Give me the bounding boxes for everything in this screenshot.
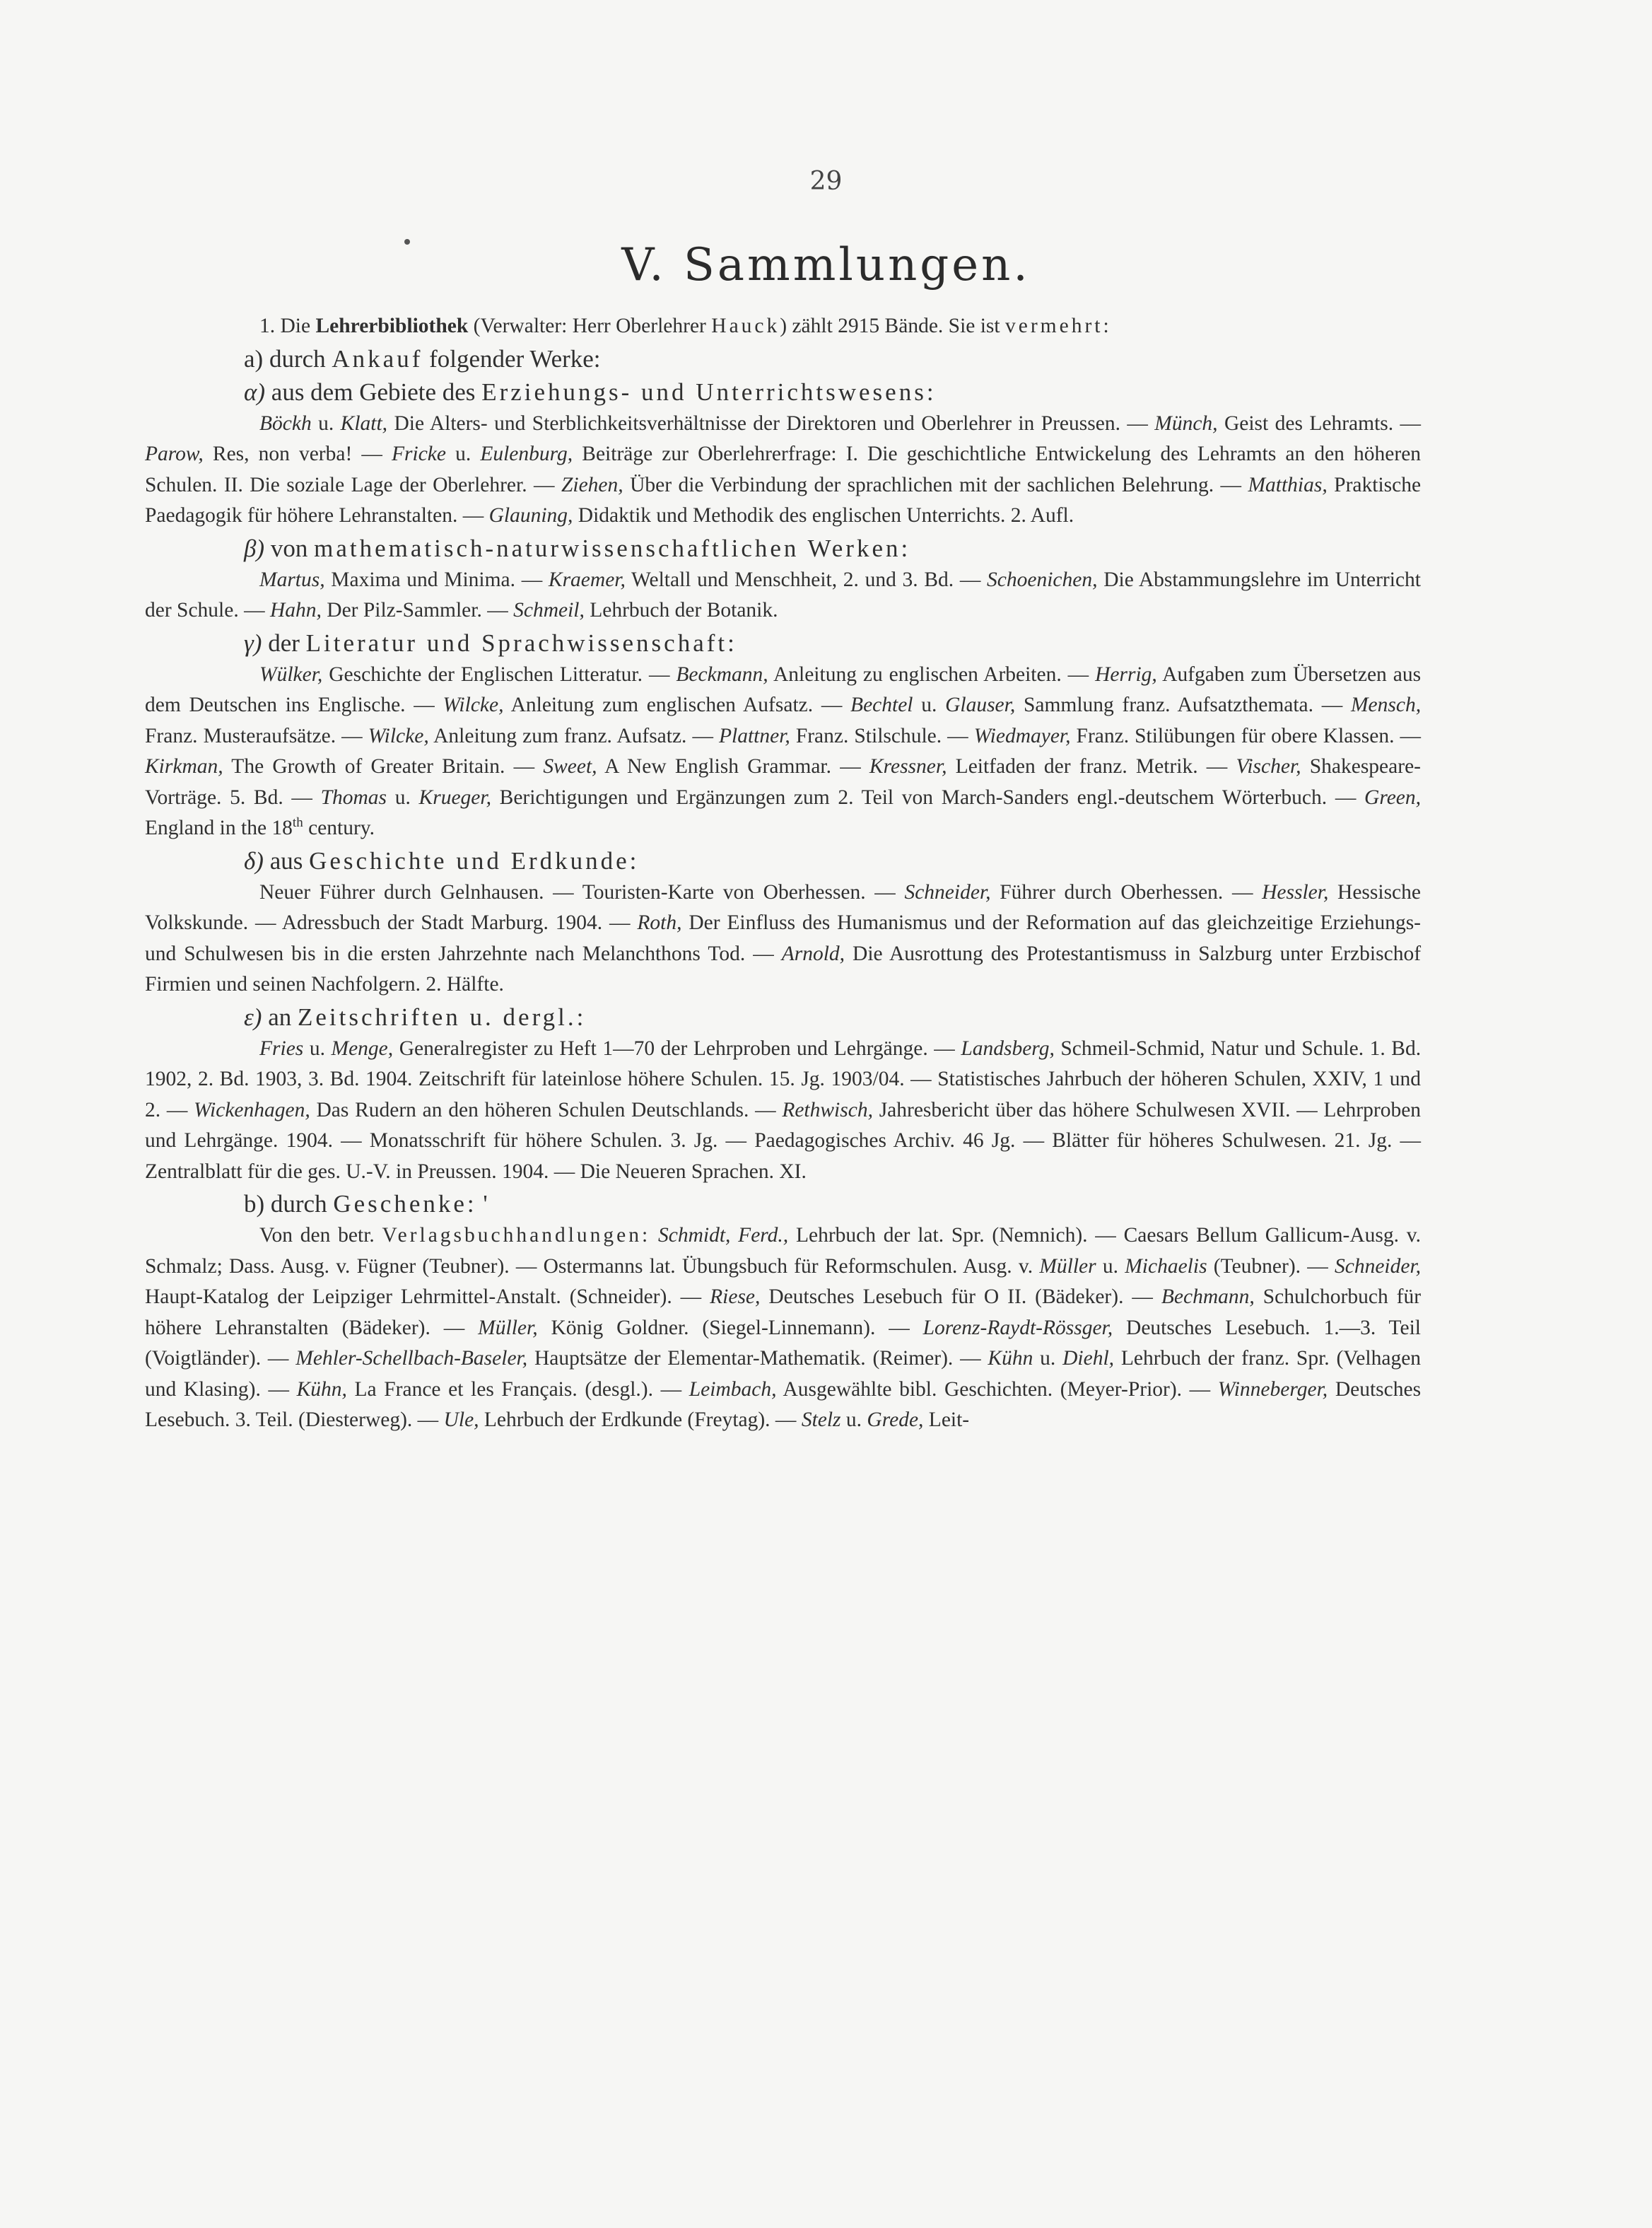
document-body (145, 311, 1421, 1436)
beta-entries: Martus, Maxima und Minima. — Kraemer, Weltall und Menschheit, 2. und 3. Bd. — Schoenichen, Die Abstammungslehre im Unterricht der Schule. — Hahn, Der Pilz-Sammler. — Schmeil, Lehrbuch der Botanik. (145, 568, 1421, 622)
epsilon-entries: Fries u. Menge, Generalregister zu Heft 1—70 der Lehrproben und Lehrgänge. — Landsberg, Schmeil-Schmid, Natur und Schule. 1. Bd. 1902, 2. Bd. 1903, 3. Bd. 1904. Zeitschrift für lateinlose höhere Schulen. 15. Jg. 1903/04. — Statistisches Jahrbuch der höheren Schulen, XXIV, 1 und 2. — Wickenhagen, Das Rudern an den höheren Schulen Deutschlands. — Rethwisch, Jahresbericht über das höhere Schulwesen XVII. — Lehrproben und Lehrgänge. 1904. — Monatsschrift für höhere Schulen. 3. Jg. — Paedagogisches Archiv. 46 Jg. — Blätter für höheres Schulwesen. 21. Jg. — Zentralblatt für die ges. U.-V. in Preussen. 1904. — Die Neueren Sprachen. XI. (145, 1037, 1422, 1183)
lehrerbibliothek-paragraph: 1. Die Lehrerbibliothek (Verwalter: Herr Oberlehrer Hauck) zählt 2915 Bände. Sie ist vermehrt: (259, 315, 1112, 337)
section-b-entries: Von den betr. Verlagsbuchhandlungen: Schmidt, Ferd., Lehrbuch der lat. Spr. (Nemnich). — Caesars Bellum Gallicum-Ausg. v. Schmalz; Dass. Ausg. v. Fügner (Teubner). — Ostermanns lat. Übungsbuch für Reformschulen. Ausg. v. Müller u. Michaelis (Teubner). — Schneider, Haupt-Katalog der Leipziger Lehrmittel-Anstalt. (Schneider). — Riese, Deutsches Lesebuch für O II. (Bädeker). — Bechmann, Schulchorbuch für höhere Lehranstalten (Bädeker). — Müller, König Goldner. (Siegel-Linnemann). — Lorenz-Raydt-Rössger, Deutsches Lesebuch. 1.—3. Teil (Voigtländer). — Mehler-Schellbach-Baseler, Hauptsätze der Elementar-Mathematik. (Reimer). — Kühn u. Diehl, Lehrbuch der franz. Spr. (Velhagen und Klasing). — Kühn, La France et les Français. (desgl.). — Leimbach, Ausgewählte bibl. Geschichten. (Meyer-Prior). — Winneberger, Deutsches Lesebuch. 3. Teil. (Diesterweg). — Ule, Lehrbuch der Erdkunde (Freytag). — Stelz u. Grede, Leit- (145, 1224, 1422, 1431)
gamma-entries: Wülker, Geschichte der Englischen Litteratur. — Beckmann, Anleitung zu englischen Arbeiten. — Herrig, Aufgaben zum Übersetzen aus dem Deutschen ins Englische. — Wilcke, Anleitung zum englischen Aufsatz. — Bechtel u. Glauser, Sammlung franz. Aufsatzthemata. — Mensch, Franz. Musteraufsätze. — Wilcke, Anleitung zum franz. Aufsatz. — Plattner, Franz. Stilschule. — Wiedmayer, Franz. Stilübungen für obere Klassen. — Kirkman, The Growth of Greater Britain. — Sweet, A New English Grammar. — Kressner, Leitfaden der franz. Metrik. — Vischer, Shakespeare-Vorträge. 5. Bd. — Thomas u. Krueger, Berichtigungen und Ergänzungen zum 2. Teil von March-Sanders engl.-deutschem Wörterbuch. — Green, England in the 18th century. (145, 663, 1422, 839)
delta-heading: δ) aus Geschichte und Erdkunde: (244, 846, 640, 875)
beta-heading: β) von mathematisch-naturwissenschaftlichen Werken: (244, 534, 911, 562)
section-b-heading: b) durch Geschenke: ' (244, 1190, 488, 1218)
section-a-heading: a) durch Ankauf folgender Werke: (244, 344, 601, 373)
epsilon-heading: ε) an Zeitschriften u. dergl.: (244, 1003, 587, 1031)
gamma-heading: γ) der Literatur und Sprachwissenschaft: (244, 629, 737, 657)
alpha-heading: α) aus dem Gebiete des Erziehungs- und Unterrichtswesens: (244, 378, 937, 406)
page-number: 29 (809, 167, 843, 196)
alpha-entries: Böckh u. Klatt, Die Alters- und Sterblichkeitsverhältnisse der Direktoren und Oberlehrer in Preussen. — Münch, Geist des Lehramts. — Parow, Res, non verba! — Fricke u. Eulenburg, Beiträge zur Oberlehrerfrage: I. Die geschichtliche Entwickelung des Lehramts an den höheren Schulen. II. Die soziale Lage der Oberlehrer. — Ziehen, Über die Verbindung der sprachlichen mit der sachlichen Belehrung. — Matthias, Praktische Paedagogik für höhere Lehranstalten. — Glauning, Didaktik und Methodik des englischen Unterrichts. 2. Aufl. (145, 412, 1422, 527)
page-title: V. Sammlungen. (621, 239, 1031, 291)
delta-entries: Neuer Führer durch Gelnhausen. — Touristen-Karte von Oberhessen. — Schneider, Führer durch Oberhessen. — Hessler, Hessische Volkskunde. — Adressbuch der Stadt Marburg. 1904. — Roth, Der Einfluss des Humanismus und der Reformation auf das gleichzeitige Erziehungs- und Schulwesen bis in die ersten Jahrzehnte nach Melanchthons Tod. — Arnold, Die Ausrottung des Protestantismuss in Salzburg unter Erzbischof Firmien und seinen Nachfolgern. 2. Hälfte. (145, 880, 1422, 996)
